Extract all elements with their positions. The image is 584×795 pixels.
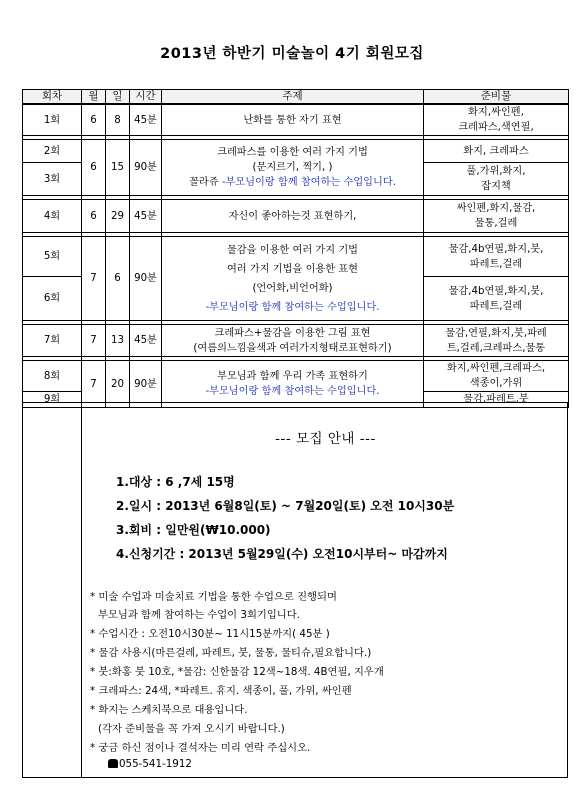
material-line: 잡지책 <box>481 181 511 192</box>
time-cell: 45분 <box>130 200 162 233</box>
note-line: * 미술 수업과 미술치료 기법을 통한 수업으로 진행되며 <box>90 591 337 603</box>
day-cell: 20 <box>106 361 130 408</box>
topic-prefix: 꼴라쥬 <box>189 177 219 188</box>
material-line: 화지,싸인펜,크레파스, <box>446 363 546 374</box>
round-cell: 2회 <box>23 140 82 163</box>
material-line: 물감,4b연필,화지,붓, <box>448 243 544 255</box>
day-cell: 6 <box>106 237 130 321</box>
materials-cell <box>424 277 569 321</box>
material-line: 물통,걸레 <box>474 218 518 229</box>
materials-cell <box>424 237 569 277</box>
schedule-table <box>22 89 569 408</box>
topic-line: 부모님과 함께 우리 가족 표현하기 <box>217 371 368 382</box>
day-cell: 8 <box>106 104 130 136</box>
topic-line: 여러 가지 기법을 이용한 표현 <box>226 263 359 275</box>
time-cell: 45분 <box>130 104 162 136</box>
time-cell: 90분 <box>130 140 162 196</box>
note-line: (각자 준비물을 꼭 가져 오시기 바랍니다.) <box>98 723 285 735</box>
table-row <box>23 140 569 163</box>
topic-cell <box>162 361 424 408</box>
info-target: 1.대상 : 6 ,7세 15명 <box>116 475 235 489</box>
header-topic: 주제 <box>162 90 424 105</box>
note-line: * 붓:화홍 붓 10호, *물감: 신한물감 12색~18색. 4B연필, 지우개 <box>90 666 384 678</box>
notice-left-cell <box>22 402 81 778</box>
material-line: 물감,4b연필,화지,붓, <box>448 285 544 297</box>
topic-line: (문지르기, 찍기, ) <box>252 162 333 173</box>
materials-cell: 물감,파레트,붓 <box>424 392 569 408</box>
note-line: * 궁금 하신 점이나 결석자는 미리 연락 주십시오. <box>90 742 311 754</box>
time-cell: 45분 <box>130 325 162 357</box>
table-row <box>23 325 569 357</box>
round-cell: 9회 <box>23 392 82 408</box>
header-materials: 준비물 <box>424 90 569 105</box>
topic-cell: 자신이 좋아하는것 표현하기, <box>162 200 424 233</box>
table-row <box>23 104 569 136</box>
notice-title: --- 모집 안내 --- <box>275 431 376 447</box>
month-cell: 6 <box>82 140 106 196</box>
topic-line: 크레파스를 이용한 여러 가지 기법 <box>217 147 368 158</box>
topic-cell: 난화를 통한 자기 표현 <box>162 104 424 136</box>
materials-cell <box>424 163 569 196</box>
topic-cell <box>162 237 424 321</box>
table-header-row <box>23 90 569 105</box>
material-line: 트,걸레,크레파스,물통 <box>446 342 546 354</box>
material-line: 화지,싸인펜, <box>468 107 524 118</box>
month-cell: 6 <box>82 200 106 233</box>
topic-line: (여름의느낌을색과 여러가지형태로표현하기) <box>193 342 392 354</box>
materials-cell <box>424 200 569 233</box>
topic-line: 크레파스+물감을 이용한 그림 표현 <box>214 327 371 339</box>
notice-body <box>81 402 568 778</box>
info-fee: 3.회비 : 일만원(₩10.000) <box>116 523 271 537</box>
month-cell: 6 <box>82 104 106 136</box>
topic-cell <box>162 325 424 357</box>
day-cell: 13 <box>106 325 130 357</box>
topic-line: (언어화,비언어화) <box>252 282 333 294</box>
parent-participation-note: -부모님이랑 함께 참여하는 수업입니다. <box>205 386 380 397</box>
material-line: 파레트,걸레 <box>469 258 523 270</box>
material-line: 물감,연필,화지,붓,파레 <box>445 327 547 339</box>
time-cell: 90분 <box>130 361 162 408</box>
note-line: 부모님과 함께 참여하는 수업이 3회기입니다. <box>98 609 300 621</box>
table-row <box>23 237 569 277</box>
header-round: 회차 <box>23 90 82 105</box>
round-cell: 8회 <box>23 361 82 392</box>
time-cell: 90분 <box>130 237 162 321</box>
recruitment-notice <box>22 402 568 778</box>
round-cell: 3회 <box>23 163 82 196</box>
topic-cell <box>162 140 424 196</box>
material-line: 파레트,걸레 <box>469 300 523 312</box>
materials-cell <box>424 361 569 392</box>
note-line: * 물감 사용시(마른걸레, 파레트, 붓, 물통, 물티슈,필요합니다.) <box>90 647 372 659</box>
note-line: * 크레파스: 24색, *파레트. 휴지. 색종이, 풀, 가위, 싸인펜 <box>90 685 352 697</box>
month-cell: 7 <box>82 237 106 321</box>
round-cell: 4회 <box>23 200 82 233</box>
materials-cell <box>424 104 569 136</box>
materials-cell: 화지, 크레파스 <box>424 140 569 163</box>
material-line: 색종이,가위 <box>469 378 523 389</box>
topic-line <box>162 175 423 190</box>
month-cell: 7 <box>82 325 106 357</box>
material-line: 싸인펜,화지,물감, <box>456 203 536 214</box>
header-day: 일 <box>106 90 130 105</box>
material-line: 풀,가위,화지, <box>466 166 526 177</box>
table-row <box>23 361 569 392</box>
phone-line <box>108 758 192 770</box>
materials-cell <box>424 325 569 357</box>
round-cell: 1회 <box>23 104 82 136</box>
parent-participation-note: -부모님이랑 함께 참여하는 수업입니다. <box>221 177 396 188</box>
day-cell: 29 <box>106 200 130 233</box>
topic-line: 물감을 이용한 여러 가지 기법 <box>226 244 359 256</box>
note-line: * 화지는 스케치북으로 대용입니다. <box>90 704 248 716</box>
parent-participation-note: -부모님이랑 함께 참여하는 수업입니다. <box>205 301 380 313</box>
document-title: 2013년 하반기 미술놀이 4기 회원모집 <box>160 46 424 62</box>
material-line: 크레파스,색연필, <box>458 122 534 133</box>
note-line: * 수업시간 : 오전10시30분~ 11시15분까지( 45분 ) <box>90 628 330 640</box>
table-row <box>23 200 569 233</box>
info-schedule: 2.일시 : 2013년 6월8일(토) ~ 7월20일(토) 오전 10시30분 <box>116 499 455 513</box>
header-month: 월 <box>82 90 106 105</box>
round-cell: 6회 <box>23 277 82 321</box>
header-time: 시간 <box>130 90 162 105</box>
round-cell: 5회 <box>23 237 82 277</box>
round-cell: 7회 <box>23 325 82 357</box>
month-cell: 7 <box>82 361 106 408</box>
phone-number: 055-541-1912 <box>119 758 192 770</box>
phone-icon <box>108 759 118 768</box>
info-application-period: 4.신청기간 : 2013년 5월29일(수) 오전10시부터~ 마감까지 <box>116 547 448 561</box>
day-cell: 15 <box>106 140 130 196</box>
